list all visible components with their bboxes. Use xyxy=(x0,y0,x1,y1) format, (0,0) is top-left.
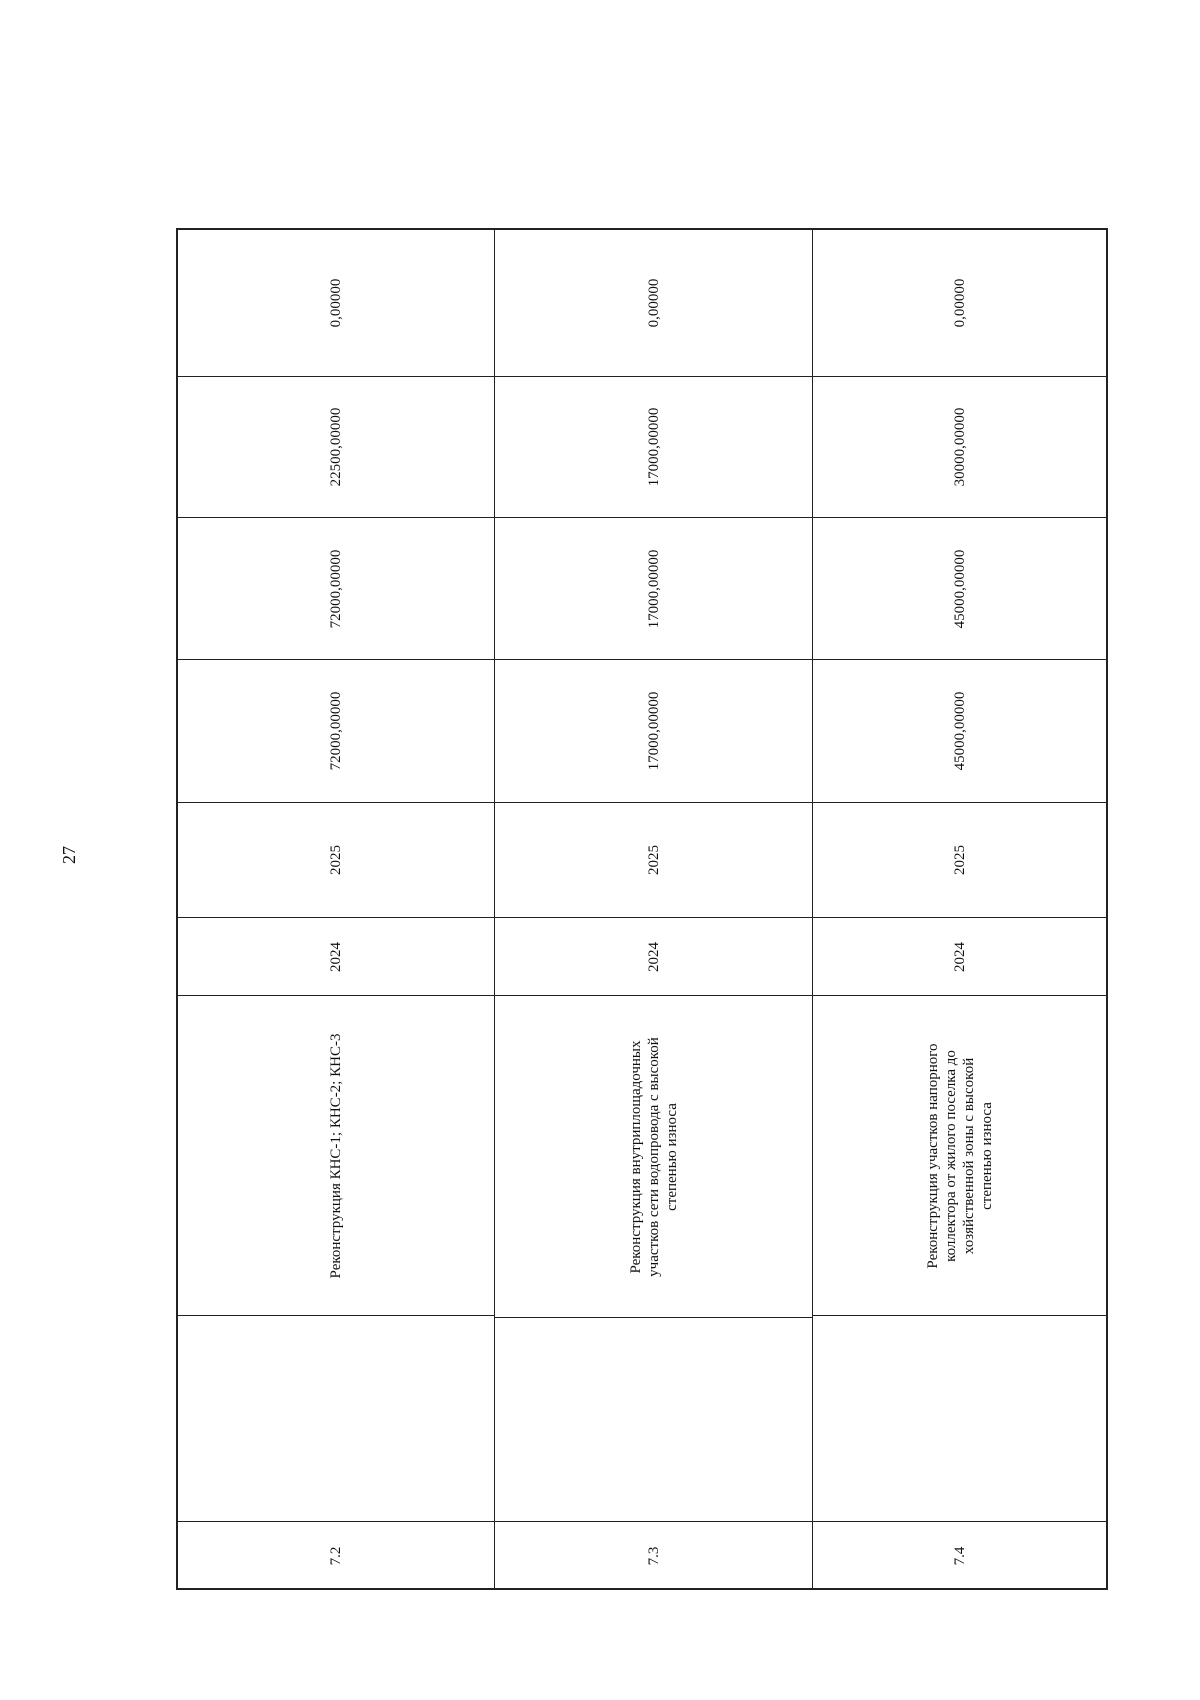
cell-number-text: 7.3 xyxy=(645,1546,662,1566)
cell-year-end-text: 2025 xyxy=(645,845,662,875)
cell-value-1 xyxy=(178,518,494,660)
cell-year-end xyxy=(813,803,1106,918)
cell-extra xyxy=(813,1316,1106,1522)
cell-number xyxy=(178,1522,494,1590)
cell-name xyxy=(178,996,494,1316)
cell-extra xyxy=(495,1318,812,1522)
cell-year-start xyxy=(178,918,494,996)
cell-total-text: 72000,00000 xyxy=(328,691,344,771)
cell-extra xyxy=(178,1316,494,1522)
cell-year-start xyxy=(813,918,1106,996)
cell-year-end-text: 2025 xyxy=(328,845,344,875)
cell-year-end xyxy=(178,803,494,918)
cell-year-start-text: 2024 xyxy=(328,941,344,972)
cell-value-2 xyxy=(495,377,812,518)
cell-name-text: Реконструкция КНС-1; КНС-2; КНС-3 xyxy=(328,1033,344,1278)
cell-name xyxy=(813,996,1106,1316)
cell-name xyxy=(495,996,812,1318)
cell-value-1 xyxy=(813,518,1106,660)
rotated-table xyxy=(176,228,1108,1590)
table-row xyxy=(495,230,813,1588)
cell-value-2-text: 30000,00000 xyxy=(951,407,968,487)
cell-value-1-text: 17000,00000 xyxy=(645,549,662,628)
cell-value-1 xyxy=(495,518,812,660)
cell-total-text: 17000,00000 xyxy=(645,691,662,771)
cell-total xyxy=(495,660,812,803)
cell-value-3-text: 0,00000 xyxy=(328,278,344,328)
cell-value-1-text: 72000,00000 xyxy=(328,549,344,628)
cell-value-3 xyxy=(813,230,1106,377)
cell-year-end-text: 2025 xyxy=(951,845,968,875)
cell-year-start-text: 2024 xyxy=(645,941,662,972)
cell-name-text: Реконструкция участков напорного коллектора от жилого поселка до хозяйственной зоны с высокой степенью износа xyxy=(924,1042,995,1269)
cell-number-text: 7.2 xyxy=(328,1546,344,1566)
cell-name-text: Реконструкция внутриплощадочных участков сети водопровода с высокой степенью износа xyxy=(627,1036,680,1277)
cell-value-3-text: 0,00000 xyxy=(951,278,968,328)
cell-year-start-text: 2024 xyxy=(951,941,968,972)
cell-total-text: 45000,00000 xyxy=(951,691,968,771)
cell-value-2 xyxy=(178,377,494,518)
cell-value-3 xyxy=(178,230,494,377)
cell-year-start xyxy=(495,918,812,996)
cell-year-end xyxy=(495,803,812,918)
cell-number-text: 7.4 xyxy=(951,1546,968,1566)
cell-value-1-text: 45000,00000 xyxy=(951,549,968,628)
table-row xyxy=(178,230,495,1588)
cell-value-3-text: 0,00000 xyxy=(645,278,662,328)
cell-value-2-text: 17000,00000 xyxy=(645,407,662,487)
cell-number xyxy=(495,1522,812,1590)
cell-value-3 xyxy=(495,230,812,377)
table-row xyxy=(813,230,1106,1588)
cell-number xyxy=(813,1522,1106,1590)
cell-value-2-text: 22500,00000 xyxy=(328,407,344,487)
page-number: 27 xyxy=(59,846,79,864)
cell-value-2 xyxy=(813,377,1106,518)
cell-total xyxy=(178,660,494,803)
cell-total xyxy=(813,660,1106,803)
